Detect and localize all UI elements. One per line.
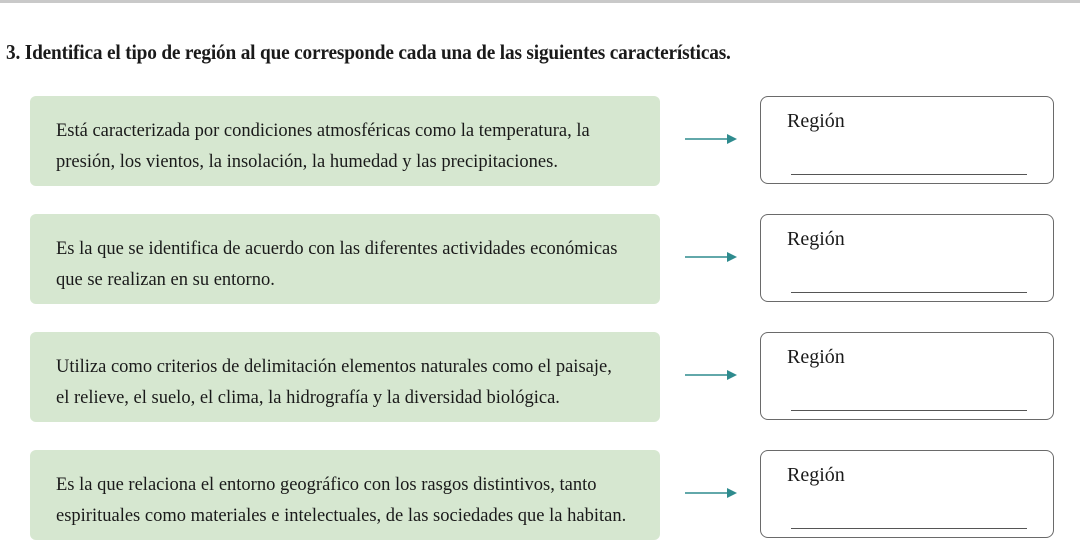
exercise-row xyxy=(0,96,1080,188)
answer-label: Región xyxy=(787,346,845,368)
exercise-row xyxy=(0,332,1080,424)
characteristic-text-line: que se realizan en su entorno. xyxy=(56,270,275,290)
characteristic-card xyxy=(30,450,660,540)
characteristic-card xyxy=(30,214,660,304)
answer-box[interactable] xyxy=(760,450,1054,538)
exercise-title: 3. Identifica el tipo de región al que corresponde cada una de las siguientes características. xyxy=(6,40,731,64)
answer-blank-line[interactable] xyxy=(791,174,1027,175)
characteristic-text-line: espirituales como materiales e intelectuales, de las sociedades que la habitan. xyxy=(56,506,627,526)
characteristic-text-line: presión, los vientos, la insolación, la humedad y las precipitaciones. xyxy=(56,152,558,172)
arrow-right-icon xyxy=(685,251,737,263)
exercise-row xyxy=(0,214,1080,306)
exercise-row xyxy=(0,450,1080,542)
answer-box[interactable] xyxy=(760,332,1054,420)
arrow-right-icon xyxy=(685,487,737,499)
arrow-right-icon xyxy=(685,133,737,145)
answer-blank-line[interactable] xyxy=(791,292,1027,293)
top-divider xyxy=(0,0,1080,3)
answer-box[interactable] xyxy=(760,96,1054,184)
arrow-right-icon xyxy=(685,369,737,381)
answer-label: Región xyxy=(787,228,845,250)
characteristic-text-line: Es la que relaciona el entorno geográfico con los rasgos distintivos, tanto xyxy=(56,475,597,495)
answer-box[interactable] xyxy=(760,214,1054,302)
answer-blank-line[interactable] xyxy=(791,410,1027,411)
characteristic-text-line: Utiliza como criterios de delimitación elementos naturales como el paisaje, xyxy=(56,357,612,377)
answer-blank-line[interactable] xyxy=(791,528,1027,529)
characteristic-card xyxy=(30,332,660,422)
answer-label: Región xyxy=(787,464,845,486)
characteristic-card xyxy=(30,96,660,186)
characteristic-text-line: Está caracterizada por condiciones atmosféricas como la temperatura, la xyxy=(56,121,590,141)
answer-label: Región xyxy=(787,110,845,132)
characteristic-text-line: el relieve, el suelo, el clima, la hidrografía y la diversidad biológica. xyxy=(56,388,560,408)
characteristic-text-line: Es la que se identifica de acuerdo con las diferentes actividades económicas xyxy=(56,239,618,259)
